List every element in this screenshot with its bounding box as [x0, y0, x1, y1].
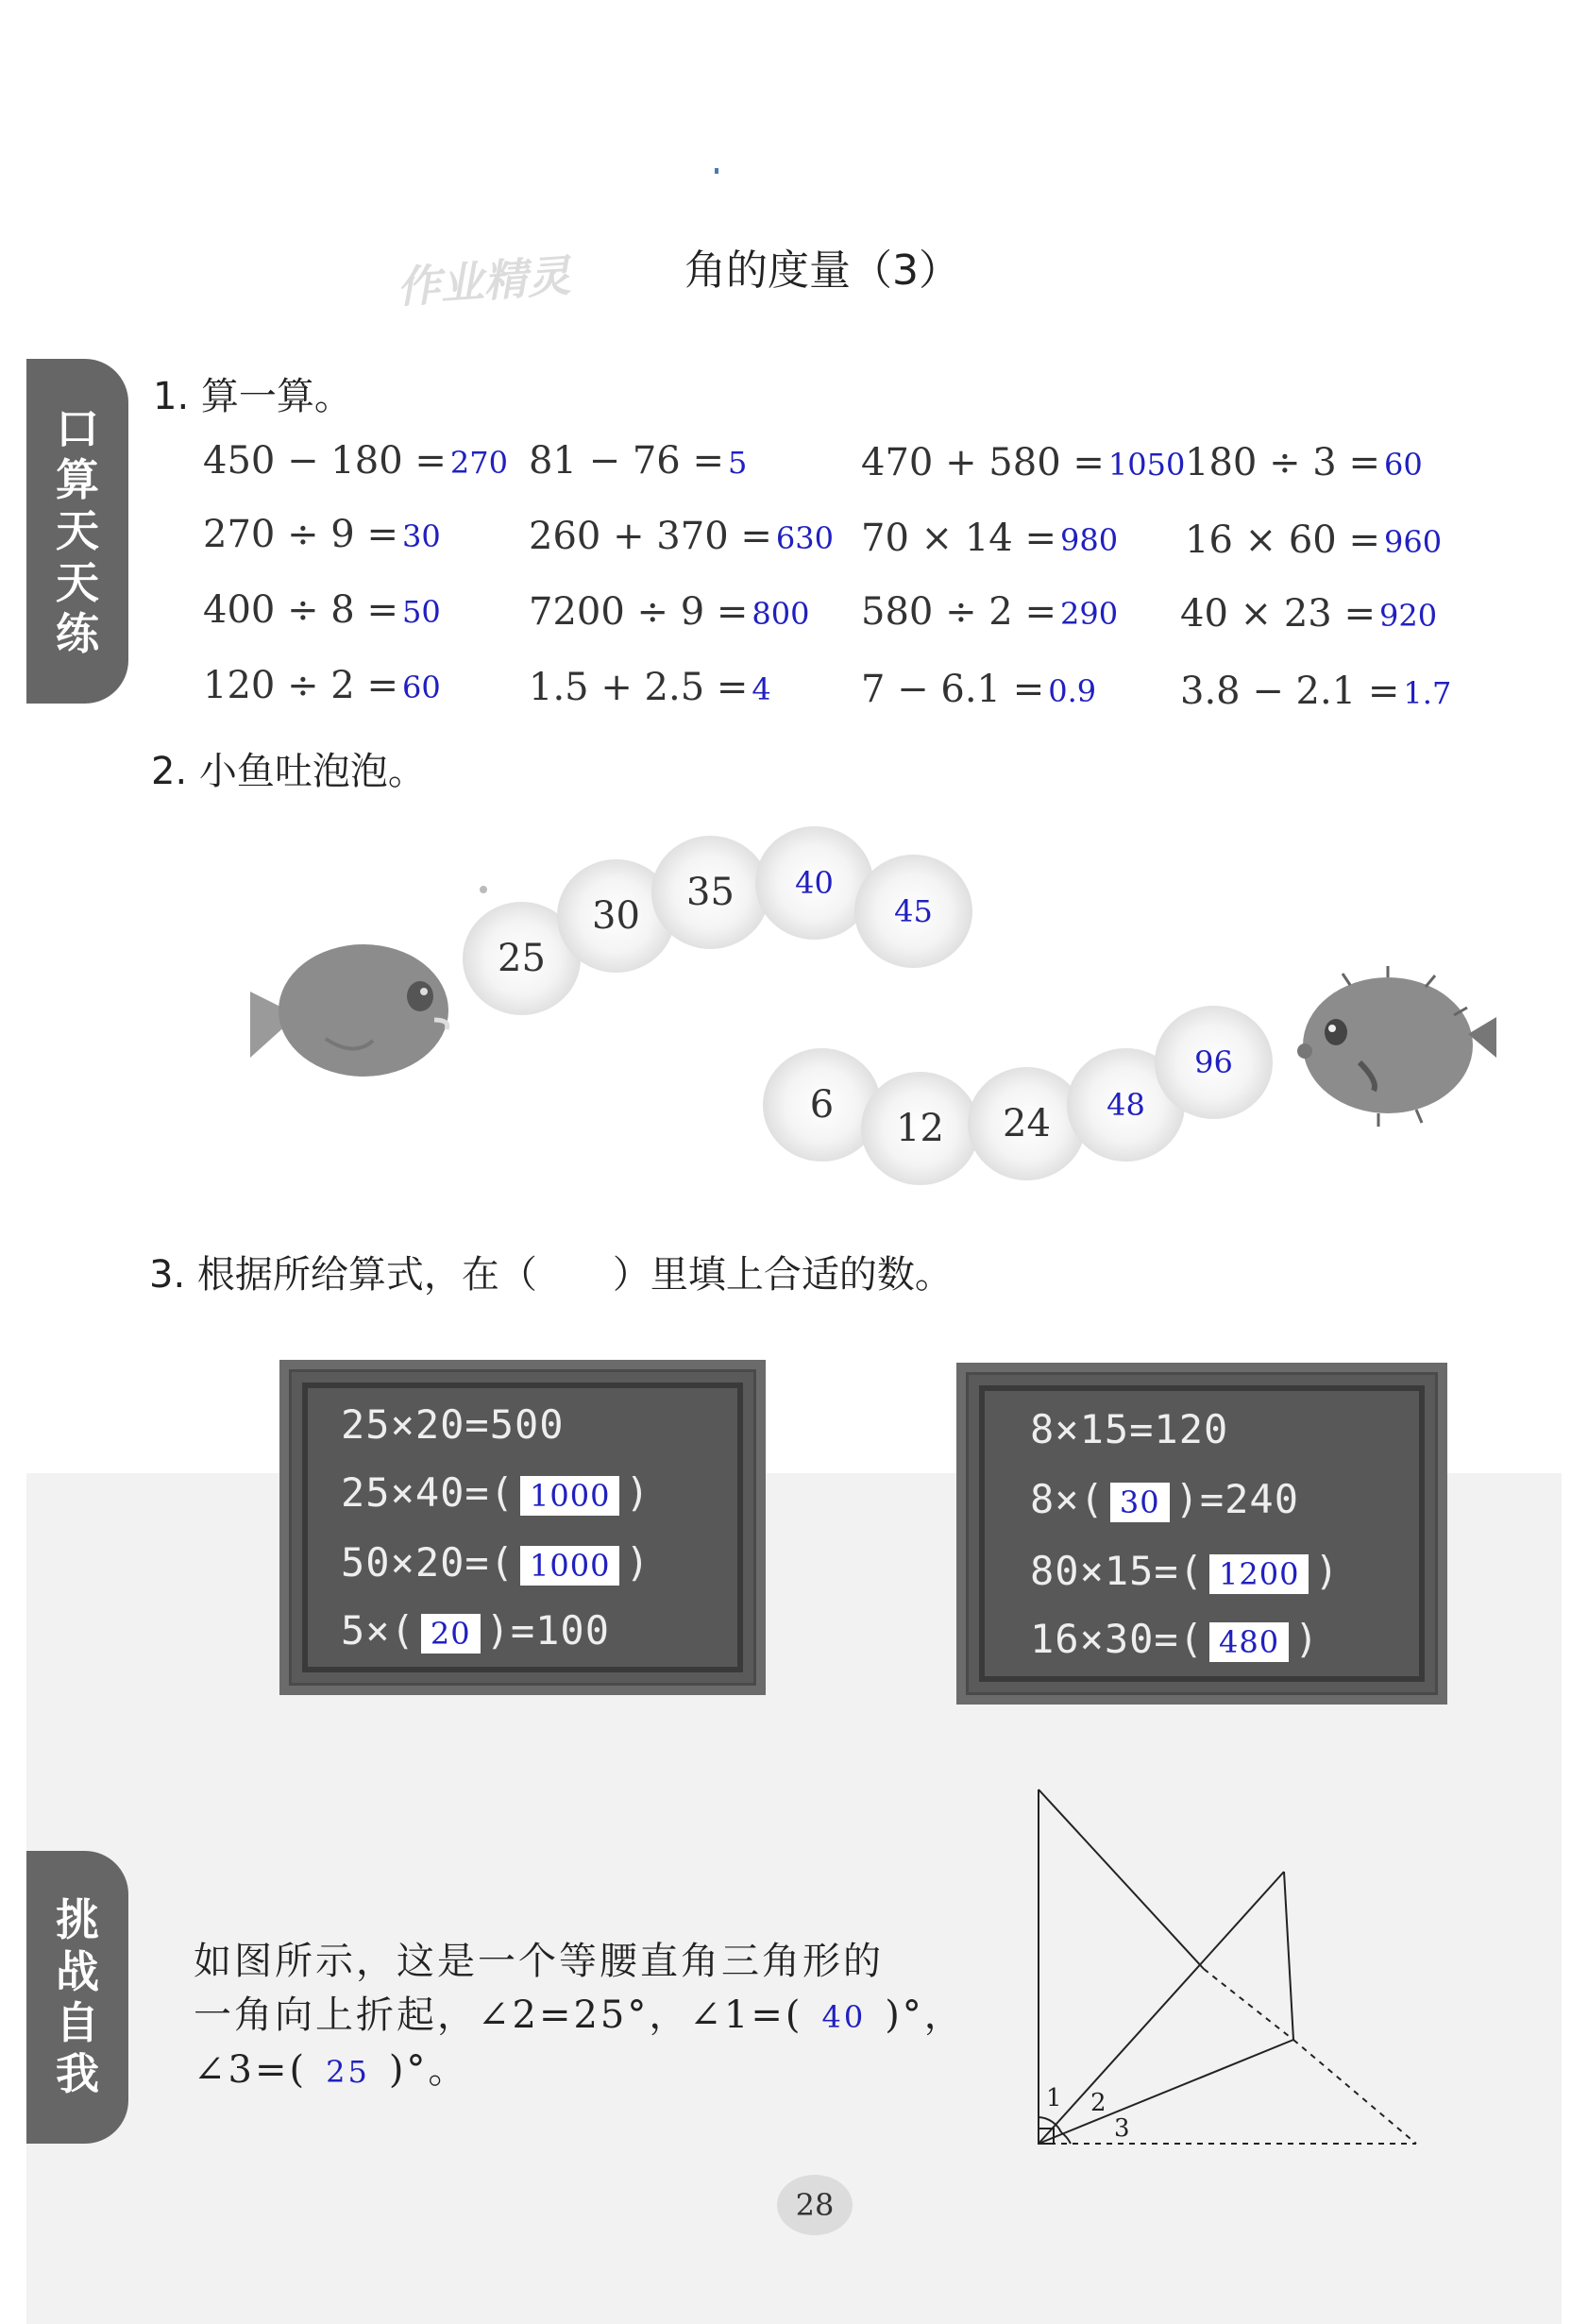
chalk-line: 16×30=( 480 ): [1030, 1616, 1320, 1662]
side-tab-daily-practice: [26, 359, 128, 704]
bubble: 12: [861, 1072, 979, 1185]
calc-item: 450 − 180 = 270: [203, 439, 508, 483]
side-tab-char: 练: [56, 607, 99, 659]
bubble: 35: [651, 836, 769, 949]
chalk-line: 50×20=( 1000 ): [341, 1539, 650, 1586]
chalk-line: 80×15=( 1200 ): [1030, 1548, 1340, 1594]
side-tab-char: 口: [56, 402, 99, 454]
pufferfish-icon: [1284, 958, 1501, 1128]
page-number: 28: [777, 2175, 853, 2235]
bubble: 30: [557, 859, 675, 973]
page-title: 角的度量（3）: [684, 246, 960, 295]
calc-item: 16 × 60 = 960: [1185, 518, 1443, 562]
bubble: 24: [968, 1067, 1086, 1180]
dot-mark: [480, 886, 487, 893]
calc-item: 7 − 6.1 = 0.9: [861, 668, 1097, 711]
bubble-answer: 48: [1067, 1048, 1185, 1162]
fish-icon: [241, 925, 458, 1086]
bubble-answer: 96: [1155, 1006, 1273, 1119]
side-tab-char: 天: [56, 556, 99, 608]
calc-item: 470 + 580 = 1050: [861, 441, 1186, 484]
side-tab-char: 战: [56, 1945, 99, 1997]
calc-item: 580 ÷ 2 = 290: [861, 590, 1119, 634]
side-tab-char: 挑: [56, 1894, 99, 1946]
bubble: 25: [463, 902, 581, 1015]
angle-label: 2: [1090, 2089, 1107, 2117]
side-tab-char: 我: [56, 2048, 99, 2100]
calc-item: 3.8 − 2.1 = 1.7: [1180, 670, 1452, 713]
side-tab-char: 算: [56, 454, 99, 506]
calc-item: 70 × 14 = 980: [861, 517, 1119, 560]
calc-item: 120 ÷ 2 = 60: [203, 664, 441, 707]
bubble-answer: 45: [854, 855, 972, 968]
challenge-line-2: 一角向上折起，∠2=25°，∠1=( 40 )°，: [194, 1993, 965, 2037]
chalkboard-2: [956, 1363, 1447, 1705]
chalk-line: 25×40=( 1000 ): [341, 1469, 650, 1516]
dot-mark: [715, 168, 718, 174]
calc-item: 260 + 370 = 630: [529, 515, 834, 558]
calc-item: 270 ÷ 9 = 30: [203, 513, 441, 556]
calc-item: 400 ÷ 8 = 50: [203, 588, 441, 632]
q1-heading: 1. 算一算。: [153, 375, 352, 418]
bubble: 6: [763, 1048, 881, 1162]
calc-item: 180 ÷ 3 = 60: [1185, 441, 1423, 484]
chalk-line: 8×( 30 )=240: [1030, 1476, 1300, 1522]
chalk-line: 5×( 20 )=100: [341, 1607, 611, 1654]
calc-item: 81 − 76 = 5: [529, 439, 748, 483]
angle-label: 3: [1114, 2114, 1130, 2143]
side-tab-char: 天: [56, 505, 99, 557]
q2-heading: 2. 小鱼吐泡泡。: [151, 750, 426, 793]
calc-item: 7200 ÷ 9 = 800: [529, 590, 810, 634]
chalk-line: 25×20=500: [341, 1401, 565, 1448]
calc-item: 1.5 + 2.5 = 4: [529, 666, 771, 709]
side-tab-challenge: [26, 1851, 128, 2144]
q1-grid: [203, 439, 1452, 741]
chalkboard-1: [279, 1360, 766, 1695]
calc-item: 40 × 23 = 920: [1180, 592, 1438, 636]
challenge-line-3: ∠3=( 25 )°。: [194, 2048, 469, 2092]
angle-label: 1: [1046, 2084, 1062, 2112]
challenge-line-1: 如图所示，这是一个等腰直角三角形的: [194, 1940, 884, 1983]
q3-heading: 3. 根据所给算式，在（ ）里填上合适的数。: [149, 1253, 953, 1297]
bubble-answer: 40: [755, 826, 873, 940]
chalk-line: 8×15=120: [1030, 1406, 1229, 1452]
watermark: 作业精灵: [395, 249, 572, 314]
side-tab-char: 自: [56, 1997, 99, 2048]
folded-triangle-diagram: [1020, 1775, 1435, 2163]
